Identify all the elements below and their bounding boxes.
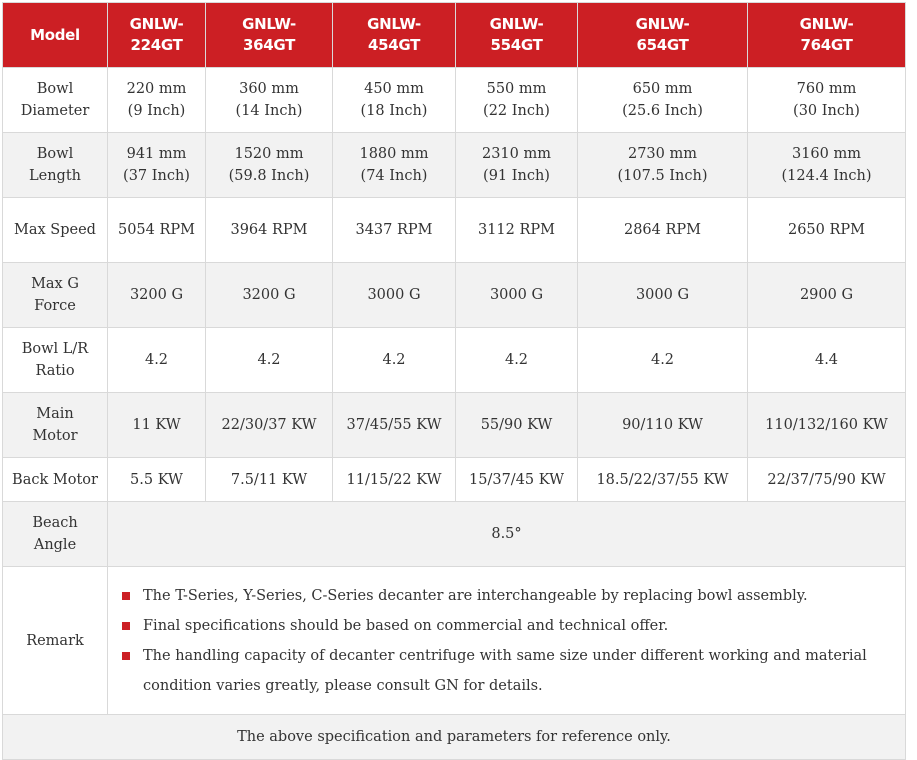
row-max-g-force xyxy=(3,263,906,328)
square-bullet-icon xyxy=(122,622,130,630)
list-item: The handling capacity of decanter centrifuge with same size under different working and material condition varies greatly, please consult GN for details. xyxy=(122,641,881,701)
table-cell: 5.5 KW xyxy=(108,458,206,502)
table-cell: 3000 G xyxy=(578,263,748,328)
model-header-224gt: GNLW- 224GT xyxy=(108,3,206,68)
row-label: Back Motor xyxy=(3,458,108,502)
table-cell: 55/90 KW xyxy=(456,393,578,458)
table-cell: 3964 RPM xyxy=(206,198,333,263)
model-header-364gt: GNLW- 364GT xyxy=(206,3,333,68)
spec-table xyxy=(2,2,906,760)
row-label: Main Motor xyxy=(3,393,108,458)
table-cell: 90/110 KW xyxy=(578,393,748,458)
list-item: The T-Series, Y-Series, C-Series decanter are interchangeable by replacing bowl assembly. xyxy=(122,581,881,611)
row-bowl-length xyxy=(3,133,906,198)
table-cell: 5054 RPM xyxy=(108,198,206,263)
header-row xyxy=(3,3,906,68)
row-max-speed xyxy=(3,198,906,263)
remark-cell xyxy=(108,567,906,715)
row-label: Remark xyxy=(3,567,108,715)
table-cell: 4.2 xyxy=(456,328,578,393)
table-cell: 8.5° xyxy=(108,502,906,567)
table-cell: 3000 G xyxy=(456,263,578,328)
table-cell: 11 KW xyxy=(108,393,206,458)
table-cell: 4.4 xyxy=(748,328,906,393)
row-remark xyxy=(3,567,906,715)
list-item: Final specifications should be based on commercial and technical offer. xyxy=(122,611,881,641)
table-cell: 450 mm (18 Inch) xyxy=(333,68,456,133)
table-cell: 3200 G xyxy=(206,263,333,328)
row-label: Bowl L/R Ratio xyxy=(3,328,108,393)
table-cell: 22/30/37 KW xyxy=(206,393,333,458)
row-footer xyxy=(3,715,906,760)
row-back-motor xyxy=(3,458,906,502)
table-cell: 4.2 xyxy=(333,328,456,393)
row-label: Bowl Length xyxy=(3,133,108,198)
table-cell: 3112 RPM xyxy=(456,198,578,263)
row-label: Max Speed xyxy=(3,198,108,263)
row-bowl-lr-ratio xyxy=(3,328,906,393)
table-cell: 760 mm (30 Inch) xyxy=(748,68,906,133)
model-header-654gt: GNLW- 654GT xyxy=(578,3,748,68)
model-header-764gt: GNLW- 764GT xyxy=(748,3,906,68)
model-header-554gt: GNLW- 554GT xyxy=(456,3,578,68)
table-cell: 650 mm (25.6 Inch) xyxy=(578,68,748,133)
model-header: Model xyxy=(3,3,108,68)
table-cell: 941 mm (37 Inch) xyxy=(108,133,206,198)
table-cell: 11/15/22 KW xyxy=(333,458,456,502)
row-label: Bowl Diameter xyxy=(3,68,108,133)
model-header-454gt: GNLW- 454GT xyxy=(333,3,456,68)
row-label: Beach Angle xyxy=(3,502,108,567)
table-cell: 3437 RPM xyxy=(333,198,456,263)
table-cell: 18.5/22/37/55 KW xyxy=(578,458,748,502)
row-main-motor xyxy=(3,393,906,458)
table-cell: 2730 mm (107.5 Inch) xyxy=(578,133,748,198)
footer-note: The above specification and parameters for reference only. xyxy=(3,715,906,760)
row-beach-angle xyxy=(3,502,906,567)
square-bullet-icon xyxy=(122,592,130,600)
table-cell: 1880 mm (74 Inch) xyxy=(333,133,456,198)
table-cell: 3200 G xyxy=(108,263,206,328)
table-cell: 2310 mm (91 Inch) xyxy=(456,133,578,198)
table-cell: 7.5/11 KW xyxy=(206,458,333,502)
table-cell: 3000 G xyxy=(333,263,456,328)
table-cell: 4.2 xyxy=(206,328,333,393)
table-cell: 220 mm (9 Inch) xyxy=(108,68,206,133)
table-cell: 22/37/75/90 KW xyxy=(748,458,906,502)
table-cell: 110/132/160 KW xyxy=(748,393,906,458)
table-cell: 15/37/45 KW xyxy=(456,458,578,502)
table-cell: 2650 RPM xyxy=(748,198,906,263)
table-cell: 360 mm (14 Inch) xyxy=(206,68,333,133)
table-cell: 4.2 xyxy=(108,328,206,393)
table-cell: 2900 G xyxy=(748,263,906,328)
table-cell: 4.2 xyxy=(578,328,748,393)
row-bowl-diameter xyxy=(3,68,906,133)
table-cell: 1520 mm (59.8 Inch) xyxy=(206,133,333,198)
row-label: Max G Force xyxy=(3,263,108,328)
table-cell: 3160 mm (124.4 Inch) xyxy=(748,133,906,198)
table-cell: 37/45/55 KW xyxy=(333,393,456,458)
square-bullet-icon xyxy=(122,652,130,660)
remark-list xyxy=(112,581,901,701)
table-cell: 550 mm (22 Inch) xyxy=(456,68,578,133)
table-cell: 2864 RPM xyxy=(578,198,748,263)
